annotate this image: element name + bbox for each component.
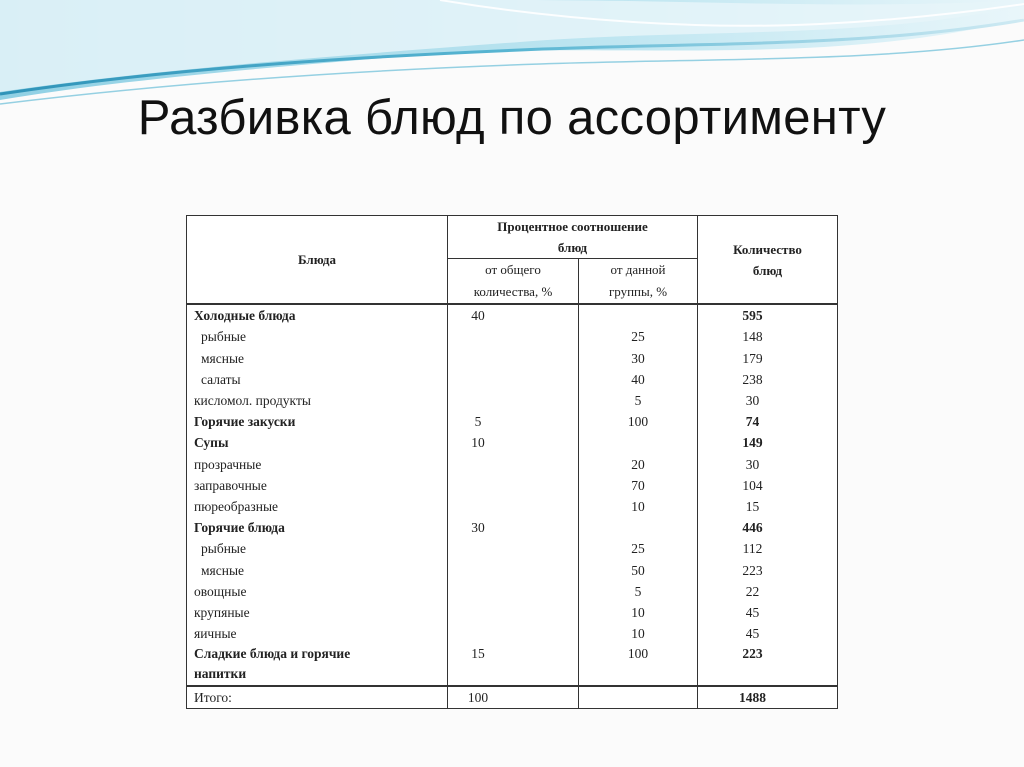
row-of-group: 20	[579, 453, 698, 474]
row-qty: 112	[698, 538, 838, 559]
row-of-total	[448, 496, 579, 517]
row-of-total	[448, 453, 579, 474]
table-row	[187, 581, 838, 602]
row-of-total	[448, 390, 579, 411]
row-of-total	[448, 475, 579, 496]
total-name: Итого:	[187, 686, 448, 709]
row-qty: 148	[698, 326, 838, 347]
row-of-total	[448, 369, 579, 390]
table-row	[187, 369, 838, 390]
table-row	[187, 559, 838, 580]
row-qty: 238	[698, 369, 838, 390]
row-qty: 45	[698, 623, 838, 644]
row-name: овощные	[187, 581, 448, 602]
row-of-group: 5	[579, 390, 698, 411]
row-name: прозрачные	[187, 453, 448, 474]
row-qty: 595	[698, 304, 838, 326]
row-qty: 446	[698, 517, 838, 538]
row-of-total: 10	[448, 432, 579, 453]
table-row	[187, 517, 838, 538]
row-name: Холодные блюда	[187, 304, 448, 326]
row-of-group: 100	[579, 644, 698, 685]
row-of-total	[448, 581, 579, 602]
row-name: кисломол. продукты	[187, 390, 448, 411]
row-of-group: 70	[579, 475, 698, 496]
row-of-total	[448, 326, 579, 347]
table-row	[187, 390, 838, 411]
table-row	[187, 602, 838, 623]
row-of-group: 25	[579, 538, 698, 559]
row-of-group: 40	[579, 369, 698, 390]
table-row	[187, 304, 838, 326]
row-name: рыбные	[187, 538, 448, 559]
header-of-group: от данной группы, %	[579, 259, 698, 305]
row-qty: 104	[698, 475, 838, 496]
row-name: Супы	[187, 432, 448, 453]
table-row	[187, 347, 838, 368]
table-row	[187, 475, 838, 496]
row-name: рыбные	[187, 326, 448, 347]
table-row	[187, 538, 838, 559]
row-of-group	[579, 432, 698, 453]
row-of-total: 5	[448, 411, 579, 432]
row-of-total	[448, 347, 579, 368]
row-of-group: 25	[579, 326, 698, 347]
row-of-group: 50	[579, 559, 698, 580]
header-of-total: от общего количества, %	[448, 259, 579, 305]
row-qty: 223	[698, 644, 838, 685]
assortment-table	[186, 215, 838, 709]
table-row	[187, 411, 838, 432]
row-of-group: 5	[579, 581, 698, 602]
row-of-group: 10	[579, 602, 698, 623]
row-of-group: 30	[579, 347, 698, 368]
row-of-total	[448, 623, 579, 644]
assortment-table-wrapper	[186, 215, 837, 709]
row-qty: 22	[698, 581, 838, 602]
row-name: Горячие закуски	[187, 411, 448, 432]
row-name: салаты	[187, 369, 448, 390]
table-row	[187, 623, 838, 644]
row-of-total	[448, 559, 579, 580]
row-of-total: 30	[448, 517, 579, 538]
table-row	[187, 326, 838, 347]
row-name: крупяные	[187, 602, 448, 623]
table-row	[187, 453, 838, 474]
row-of-total: 15	[448, 644, 579, 685]
row-qty: 149	[698, 432, 838, 453]
total-of-group	[579, 686, 698, 709]
row-name: заправочные	[187, 475, 448, 496]
row-of-total: 40	[448, 304, 579, 326]
header-dishes: Блюда	[187, 216, 448, 305]
row-qty: 30	[698, 390, 838, 411]
row-name: мясные	[187, 347, 448, 368]
row-qty: 223	[698, 559, 838, 580]
table-row	[187, 432, 838, 453]
row-qty: 179	[698, 347, 838, 368]
row-name: мясные	[187, 559, 448, 580]
row-of-total	[448, 602, 579, 623]
header-quantity: Количество блюд	[698, 216, 838, 305]
row-of-group	[579, 517, 698, 538]
row-name: яичные	[187, 623, 448, 644]
row-of-group: 10	[579, 623, 698, 644]
page-title: Разбивка блюд по ассортименту	[137, 91, 887, 145]
row-name: Сладкие блюда и горячие напитки	[187, 644, 448, 685]
row-qty: 45	[698, 602, 838, 623]
header-ratio: Процентное соотношение блюд	[448, 216, 698, 259]
row-name: Горячие блюда	[187, 517, 448, 538]
row-name: пюреобразные	[187, 496, 448, 517]
table-row	[187, 496, 838, 517]
row-qty: 74	[698, 411, 838, 432]
row-qty: 15	[698, 496, 838, 517]
row-of-group: 100	[579, 411, 698, 432]
table-total-row	[187, 686, 838, 709]
total-of-total: 100	[448, 686, 579, 709]
row-of-group: 10	[579, 496, 698, 517]
row-qty: 30	[698, 453, 838, 474]
row-of-total	[448, 538, 579, 559]
total-qty: 1488	[698, 686, 838, 709]
table-row	[187, 644, 838, 685]
row-of-group	[579, 304, 698, 326]
